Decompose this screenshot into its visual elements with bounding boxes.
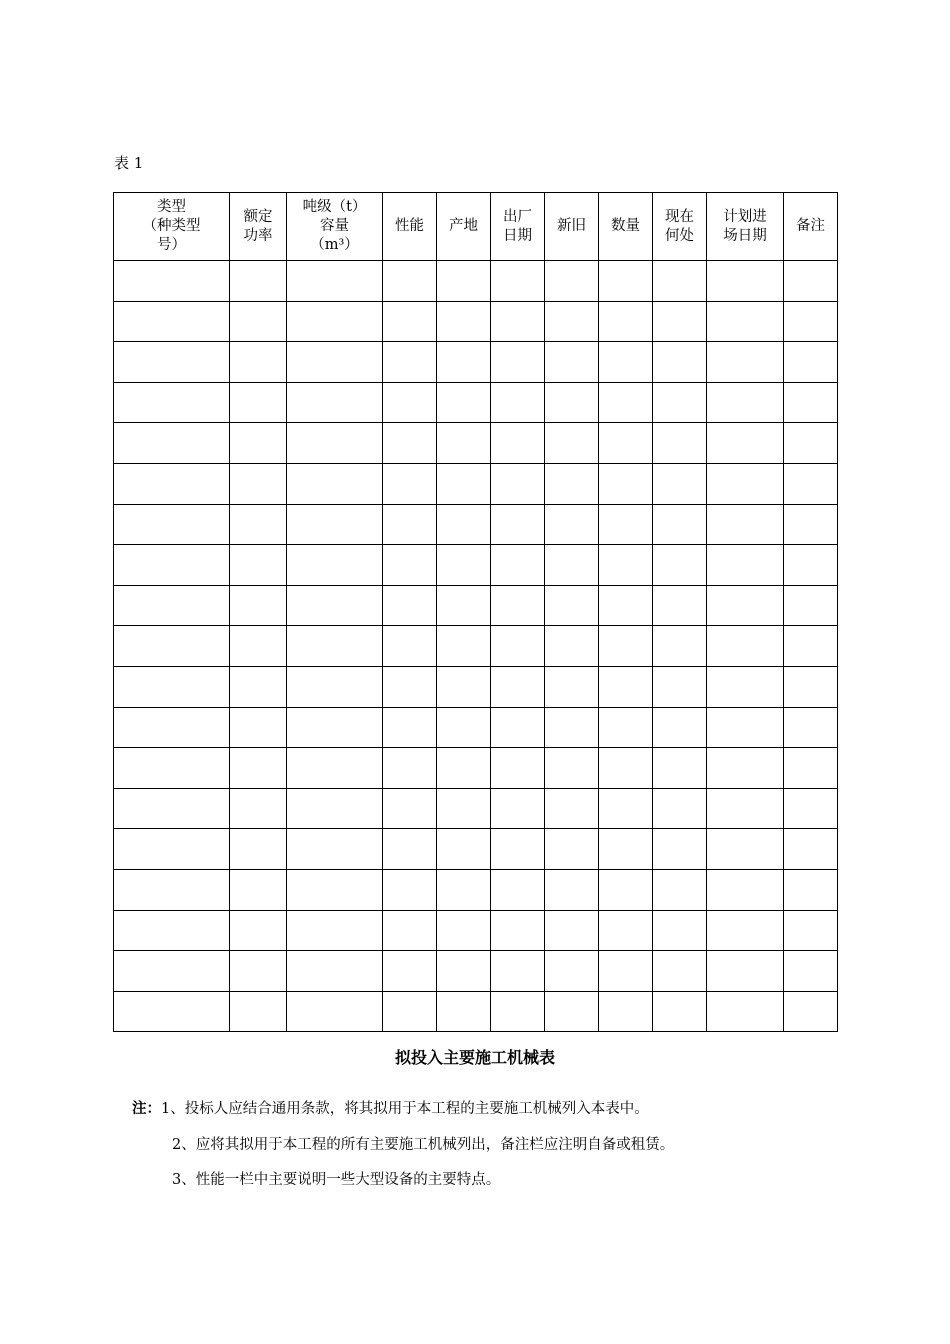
table-body bbox=[114, 261, 838, 1032]
table-cell bbox=[383, 788, 437, 829]
table-cell bbox=[287, 626, 383, 667]
note-label: 注： bbox=[132, 1101, 161, 1117]
table-cell bbox=[230, 585, 287, 626]
table-cell bbox=[599, 463, 653, 504]
table-cell bbox=[230, 748, 287, 789]
table-cell bbox=[491, 301, 545, 342]
table-cell bbox=[114, 991, 230, 1032]
table-cell bbox=[545, 423, 599, 464]
table-cell bbox=[437, 707, 491, 748]
table-cell bbox=[287, 545, 383, 586]
table-cell bbox=[383, 869, 437, 910]
table-cell bbox=[491, 545, 545, 586]
table-cell bbox=[491, 910, 545, 951]
table-row bbox=[114, 788, 838, 829]
table-cell bbox=[707, 423, 784, 464]
table-cell bbox=[545, 788, 599, 829]
table-cell bbox=[383, 910, 437, 951]
table-cell bbox=[707, 382, 784, 423]
table-cell bbox=[491, 504, 545, 545]
table-cell bbox=[653, 869, 707, 910]
table-cell bbox=[653, 788, 707, 829]
table-cell bbox=[437, 382, 491, 423]
table-cell bbox=[545, 910, 599, 951]
table-cell bbox=[287, 748, 383, 789]
table-cell bbox=[114, 261, 230, 302]
table-cell bbox=[230, 382, 287, 423]
table-cell bbox=[287, 504, 383, 545]
table-cell bbox=[599, 504, 653, 545]
table-cell bbox=[437, 748, 491, 789]
table-cell bbox=[784, 788, 838, 829]
table-cell bbox=[707, 301, 784, 342]
table-cell bbox=[437, 910, 491, 951]
table-cell bbox=[437, 342, 491, 383]
table-cell bbox=[545, 545, 599, 586]
table-cell bbox=[230, 545, 287, 586]
table-cell bbox=[784, 910, 838, 951]
table-cell bbox=[653, 463, 707, 504]
table-cell bbox=[707, 788, 784, 829]
header-cell-origin: 产地 bbox=[437, 193, 491, 261]
table-cell bbox=[599, 585, 653, 626]
table-cell bbox=[653, 585, 707, 626]
table-cell bbox=[784, 626, 838, 667]
table-cell bbox=[383, 261, 437, 302]
table-cell bbox=[545, 342, 599, 383]
table-cell bbox=[707, 342, 784, 383]
table-label: 表 1 bbox=[114, 154, 144, 172]
table-cell bbox=[491, 951, 545, 992]
table-cell bbox=[287, 869, 383, 910]
table-cell bbox=[491, 829, 545, 870]
table-cell bbox=[653, 707, 707, 748]
table-cell bbox=[545, 666, 599, 707]
note-item-3: 3、性能一栏中主要说明一些大型设备的主要特点。 bbox=[172, 1172, 501, 1188]
table-cell bbox=[707, 504, 784, 545]
table-row bbox=[114, 707, 838, 748]
note-line-1 bbox=[132, 1099, 649, 1119]
table-cell bbox=[230, 504, 287, 545]
table-cell bbox=[784, 261, 838, 302]
table-cell bbox=[437, 585, 491, 626]
table-row bbox=[114, 829, 838, 870]
table-cell bbox=[491, 707, 545, 748]
table-cell bbox=[599, 423, 653, 464]
table-cell bbox=[707, 626, 784, 667]
table-cell bbox=[287, 585, 383, 626]
table-cell bbox=[383, 342, 437, 383]
table-cell bbox=[114, 626, 230, 667]
table-cell bbox=[230, 666, 287, 707]
table-cell bbox=[287, 301, 383, 342]
table-cell bbox=[114, 504, 230, 545]
table-cell bbox=[784, 829, 838, 870]
table-cell bbox=[599, 382, 653, 423]
table-cell bbox=[653, 423, 707, 464]
table-row bbox=[114, 545, 838, 586]
header-cell-planned-entry-date: 计划进 场日期 bbox=[707, 193, 784, 261]
header-cell-type: 类型 （种类型 号） bbox=[114, 193, 230, 261]
table-cell bbox=[653, 342, 707, 383]
table-cell bbox=[599, 869, 653, 910]
table-cell bbox=[287, 382, 383, 423]
table-cell bbox=[653, 748, 707, 789]
table-cell bbox=[653, 382, 707, 423]
table-row bbox=[114, 626, 838, 667]
table-cell bbox=[491, 585, 545, 626]
table-cell bbox=[383, 707, 437, 748]
table-cell bbox=[784, 504, 838, 545]
table-cell bbox=[491, 788, 545, 829]
table-row bbox=[114, 869, 838, 910]
table-cell bbox=[707, 545, 784, 586]
header-cell-performance: 性能 bbox=[383, 193, 437, 261]
table-cell bbox=[383, 545, 437, 586]
table-cell bbox=[437, 463, 491, 504]
table-caption: 拟投入主要施工机械表 bbox=[394, 1048, 555, 1067]
header-cell-quantity: 数量 bbox=[599, 193, 653, 261]
table-row bbox=[114, 261, 838, 302]
table-cell bbox=[784, 382, 838, 423]
table-cell bbox=[437, 951, 491, 992]
table-cell bbox=[545, 261, 599, 302]
table-cell bbox=[784, 545, 838, 586]
table-row bbox=[114, 301, 838, 342]
table-cell bbox=[383, 666, 437, 707]
table-cell bbox=[114, 869, 230, 910]
table-cell bbox=[707, 585, 784, 626]
table-cell bbox=[437, 545, 491, 586]
table-cell bbox=[784, 463, 838, 504]
table-cell bbox=[287, 829, 383, 870]
header-cell-condition: 新旧 bbox=[545, 193, 599, 261]
table-cell bbox=[230, 342, 287, 383]
table-cell bbox=[491, 423, 545, 464]
table-cell bbox=[287, 463, 383, 504]
table-cell bbox=[230, 788, 287, 829]
table-cell bbox=[491, 626, 545, 667]
table-cell bbox=[287, 342, 383, 383]
table-cell bbox=[491, 748, 545, 789]
table-row bbox=[114, 951, 838, 992]
table-cell bbox=[545, 301, 599, 342]
table-cell bbox=[114, 545, 230, 586]
table-cell bbox=[437, 626, 491, 667]
table-cell bbox=[599, 951, 653, 992]
table-cell bbox=[784, 707, 838, 748]
table-cell bbox=[230, 626, 287, 667]
table-cell bbox=[491, 869, 545, 910]
table-cell bbox=[545, 626, 599, 667]
table-cell bbox=[383, 991, 437, 1032]
table-cell bbox=[230, 707, 287, 748]
table-cell bbox=[599, 342, 653, 383]
table-cell bbox=[437, 261, 491, 302]
table-cell bbox=[383, 585, 437, 626]
note-item-2: 2、应将其拟用于本工程的所有主要施工机械列出，备注栏应注明自备或租赁。 bbox=[172, 1137, 675, 1153]
table-cell bbox=[383, 626, 437, 667]
table-cell bbox=[545, 991, 599, 1032]
table-row bbox=[114, 504, 838, 545]
table-cell bbox=[784, 342, 838, 383]
table-cell bbox=[599, 261, 653, 302]
table-cell bbox=[545, 463, 599, 504]
table-cell bbox=[383, 829, 437, 870]
table-cell bbox=[599, 788, 653, 829]
table-cell bbox=[437, 423, 491, 464]
header-cell-remarks: 备注 bbox=[784, 193, 838, 261]
table-row bbox=[114, 463, 838, 504]
table-cell bbox=[545, 382, 599, 423]
table-cell bbox=[287, 707, 383, 748]
table-cell bbox=[653, 666, 707, 707]
header-cell-current-location: 现在 何处 bbox=[653, 193, 707, 261]
table-cell bbox=[545, 829, 599, 870]
table-cell bbox=[437, 666, 491, 707]
table-cell bbox=[491, 261, 545, 302]
table-cell bbox=[230, 951, 287, 992]
table-cell bbox=[707, 666, 784, 707]
table-header-row bbox=[114, 193, 838, 261]
table-cell bbox=[653, 951, 707, 992]
table-cell bbox=[114, 748, 230, 789]
table-cell bbox=[491, 463, 545, 504]
table-cell bbox=[114, 829, 230, 870]
table-cell bbox=[707, 991, 784, 1032]
table-cell bbox=[287, 910, 383, 951]
table-cell bbox=[230, 301, 287, 342]
table-cell bbox=[653, 626, 707, 667]
table-cell bbox=[545, 869, 599, 910]
header-cell-tonnage-capacity: 吨级（t） 容量 （m³） bbox=[287, 193, 383, 261]
table-cell bbox=[437, 788, 491, 829]
table-row bbox=[114, 748, 838, 789]
table-cell bbox=[599, 707, 653, 748]
table-cell bbox=[784, 991, 838, 1032]
table-cell bbox=[230, 463, 287, 504]
table-cell bbox=[599, 991, 653, 1032]
table-cell bbox=[545, 707, 599, 748]
table-cell bbox=[437, 991, 491, 1032]
note-item-1: 1、投标人应结合通用条款，将其拟用于本工程的主要施工机械列入本表中。 bbox=[161, 1101, 649, 1117]
table-cell bbox=[784, 585, 838, 626]
table-cell bbox=[653, 910, 707, 951]
table-cell bbox=[114, 666, 230, 707]
table-cell bbox=[707, 261, 784, 302]
table-cell bbox=[114, 951, 230, 992]
table-cell bbox=[784, 951, 838, 992]
table-cell bbox=[491, 666, 545, 707]
table-cell bbox=[114, 301, 230, 342]
table-row bbox=[114, 991, 838, 1032]
table-cell bbox=[114, 788, 230, 829]
table-cell bbox=[545, 951, 599, 992]
table-cell bbox=[707, 869, 784, 910]
table-cell bbox=[230, 423, 287, 464]
table-cell bbox=[653, 261, 707, 302]
table-cell bbox=[707, 707, 784, 748]
table-cell bbox=[599, 666, 653, 707]
table-cell bbox=[287, 788, 383, 829]
table-cell bbox=[653, 504, 707, 545]
table-cell bbox=[287, 991, 383, 1032]
table-cell bbox=[707, 748, 784, 789]
table-row bbox=[114, 910, 838, 951]
table-cell bbox=[437, 829, 491, 870]
table-cell bbox=[491, 342, 545, 383]
table-cell bbox=[114, 707, 230, 748]
table-cell bbox=[383, 463, 437, 504]
table-cell bbox=[653, 545, 707, 586]
table-row bbox=[114, 342, 838, 383]
table-cell bbox=[114, 463, 230, 504]
table-cell bbox=[437, 504, 491, 545]
table-cell bbox=[545, 748, 599, 789]
header-cell-manufacture-date: 出厂 日期 bbox=[491, 193, 545, 261]
table-cell bbox=[114, 382, 230, 423]
table-cell bbox=[653, 991, 707, 1032]
table-cell bbox=[707, 951, 784, 992]
table-cell bbox=[114, 585, 230, 626]
table-cell bbox=[437, 301, 491, 342]
table-cell bbox=[287, 666, 383, 707]
table-cell bbox=[599, 545, 653, 586]
note-line-3 bbox=[172, 1170, 500, 1190]
table-cell bbox=[491, 991, 545, 1032]
table-cell bbox=[230, 910, 287, 951]
table-row bbox=[114, 666, 838, 707]
table-cell bbox=[707, 910, 784, 951]
table-cell bbox=[383, 951, 437, 992]
machinery-table bbox=[113, 192, 838, 1032]
table-cell bbox=[784, 301, 838, 342]
table-cell bbox=[784, 423, 838, 464]
table-cell bbox=[653, 829, 707, 870]
table-cell bbox=[599, 910, 653, 951]
table-cell bbox=[383, 748, 437, 789]
table-cell bbox=[599, 748, 653, 789]
table-row bbox=[114, 585, 838, 626]
table-cell bbox=[784, 869, 838, 910]
table-cell bbox=[230, 991, 287, 1032]
table-cell bbox=[599, 301, 653, 342]
table-cell bbox=[437, 869, 491, 910]
table-cell bbox=[287, 261, 383, 302]
table-cell bbox=[287, 951, 383, 992]
table-cell bbox=[114, 423, 230, 464]
table-row bbox=[114, 382, 838, 423]
table-cell bbox=[707, 829, 784, 870]
table-cell bbox=[545, 504, 599, 545]
table-cell bbox=[383, 423, 437, 464]
table-cell bbox=[599, 626, 653, 667]
note-line-2 bbox=[172, 1135, 674, 1155]
table-cell bbox=[287, 423, 383, 464]
table-cell bbox=[230, 829, 287, 870]
table-cell bbox=[114, 342, 230, 383]
table-cell bbox=[230, 261, 287, 302]
table-cell bbox=[784, 666, 838, 707]
table-cell bbox=[784, 748, 838, 789]
table-cell bbox=[383, 382, 437, 423]
table-cell bbox=[545, 585, 599, 626]
table-cell bbox=[653, 301, 707, 342]
table-cell bbox=[383, 504, 437, 545]
table-row bbox=[114, 423, 838, 464]
table-cell bbox=[491, 382, 545, 423]
table-cell bbox=[707, 463, 784, 504]
header-cell-rated-power: 额定 功率 bbox=[230, 193, 287, 261]
table-cell bbox=[114, 910, 230, 951]
table-cell bbox=[599, 829, 653, 870]
table-cell bbox=[230, 869, 287, 910]
table-cell bbox=[383, 301, 437, 342]
